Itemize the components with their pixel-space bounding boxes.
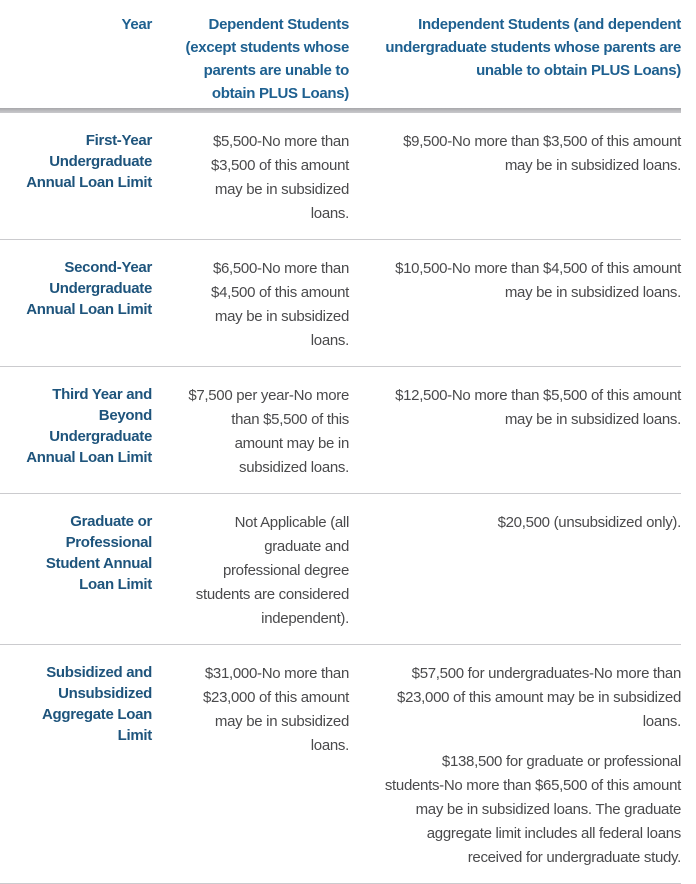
dependent-students-cell: $7,500 per year-No more than $5,500 of this amount may be in subsidized loans. bbox=[188, 387, 349, 476]
column-header-year: Year bbox=[121, 16, 152, 33]
column-header-dependent-students: Dependent Students (except students whose parents are unable to obtain PLUS Loans) bbox=[185, 16, 349, 102]
independent-paragraph-undergraduate: $57,500 for undergraduates-No more than $23,000 of this amount may be in subsidized loans. bbox=[397, 665, 681, 730]
independent-paragraph-graduate: $138,500 for graduate or professional students-No more than $65,500 of this amount may be in subsidized loans. The graduate aggregate limit includes all federal loans received for undergraduate study. bbox=[384, 753, 681, 866]
independent-students-cell: $12,500-No more than $5,500 of this amount may be in subsidized loans. bbox=[395, 387, 681, 428]
dependent-students-cell: $6,500-No more than $4,500 of this amount may be in subsidized loans. bbox=[211, 260, 349, 349]
row-label: Subsidized and Unsubsidized Aggregate Loan Limit bbox=[42, 664, 152, 744]
independent-students-cell: $20,500 (unsubsidized only). bbox=[497, 514, 681, 531]
independent-students-cell: $10,500-No more than $4,500 of this amount may be in subsidized loans. bbox=[395, 260, 681, 301]
row-label: Graduate or Professional Student Annual Loan Limit bbox=[45, 513, 152, 593]
column-header-independent-students: Independent Students (and dependent undergraduate students whose parents are unable to obtain PLUS Loans) bbox=[385, 16, 681, 79]
table-header-row bbox=[0, 0, 681, 108]
row-label: Third Year and Beyond Undergraduate Annual Loan Limit bbox=[26, 386, 152, 466]
dependent-students-cell: Not Applicable (all graduate and professional degree students are considered independent). bbox=[195, 514, 349, 627]
row-label: First-Year Undergraduate Annual Loan Limit bbox=[26, 132, 152, 191]
table-row-second-year bbox=[0, 240, 681, 367]
dependent-students-cell: $5,500-No more than $3,500 of this amount may be in subsidized loans. bbox=[211, 133, 349, 222]
table-row-first-year bbox=[0, 113, 681, 240]
independent-students-cell: $9,500-No more than $3,500 of this amount may be in subsidized loans. bbox=[403, 133, 681, 174]
row-label: Second-Year Undergraduate Annual Loan Limit bbox=[26, 259, 152, 318]
independent-students-cell bbox=[381, 662, 681, 870]
table-row-third-year-beyond bbox=[0, 367, 681, 494]
table-row-graduate-professional bbox=[0, 494, 681, 645]
table-row-aggregate-limit bbox=[0, 645, 681, 884]
dependent-students-cell: $31,000-No more than $23,000 of this amount may be in subsidized loans. bbox=[202, 665, 349, 754]
